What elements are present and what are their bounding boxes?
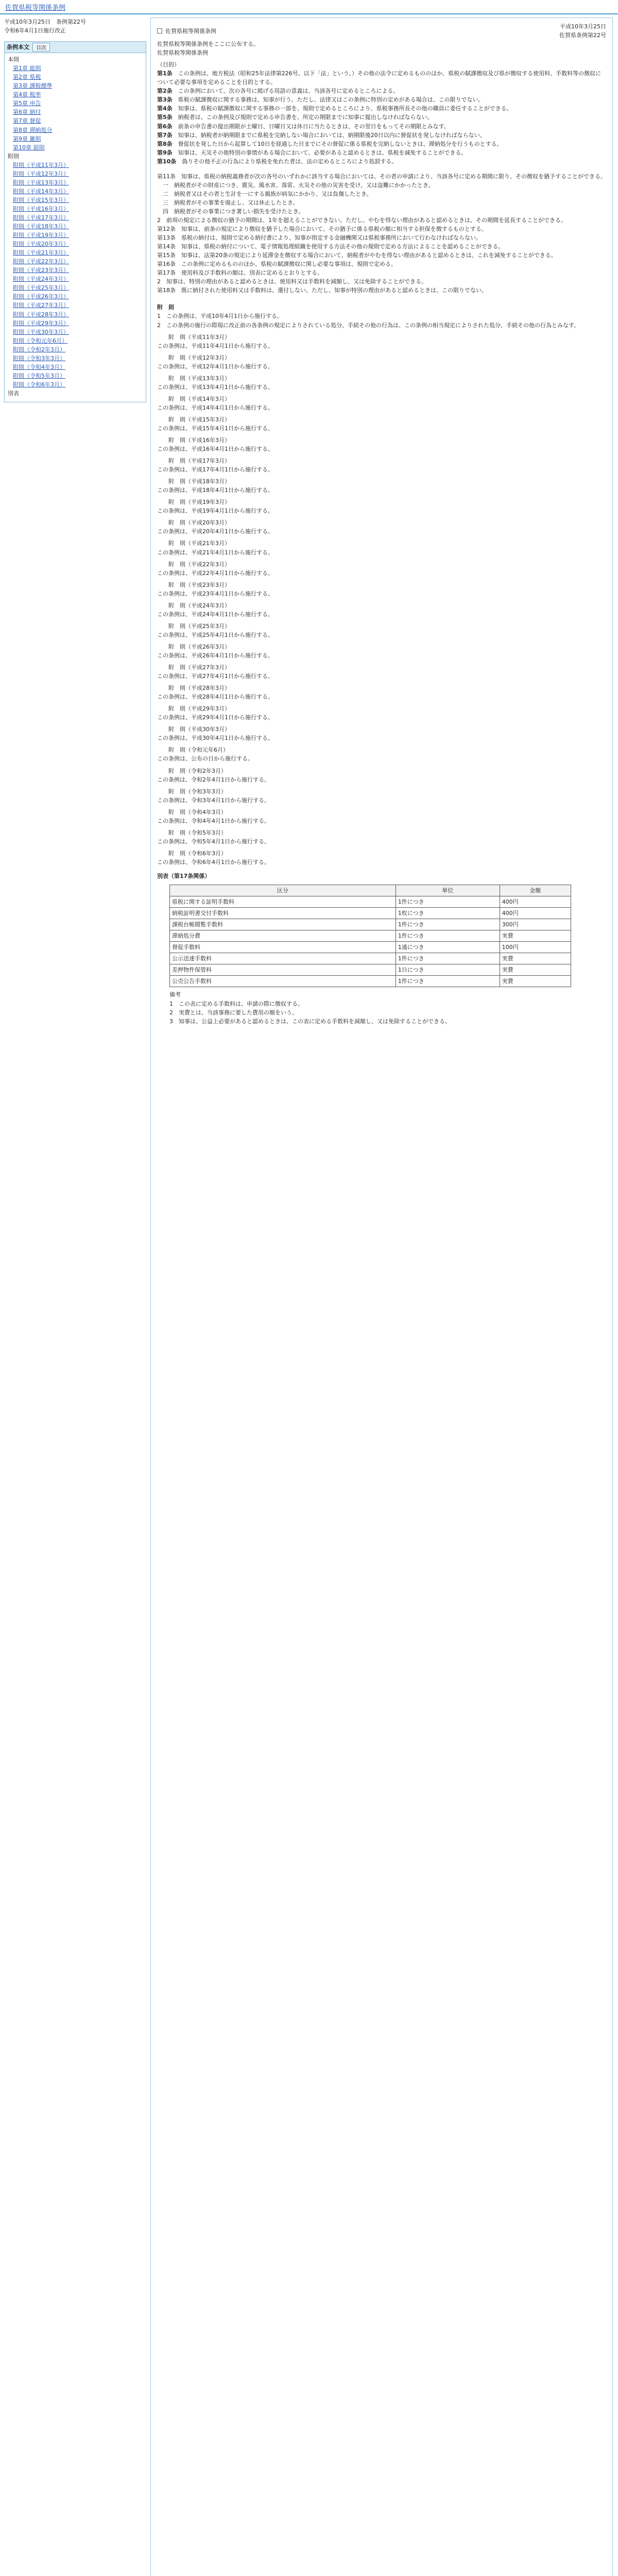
supplementary-paragraph: この条例は、平成21年4月1日から施行する。: [157, 549, 273, 556]
article-text: この条例は、地方税法（昭和25年法律第226号。以下「法」という。）その他の法令に定めるもののほか、県税の賦課徴収及び県が徴収する使用料、手数料等の徴収について必要な事項を定めることを目的とする。: [157, 70, 602, 86]
toc-item-label[interactable]: 附則（平成28年3月）: [13, 311, 69, 318]
table-cell: 1件につき: [396, 953, 500, 964]
fee-table-note: 2 実費とは、当該事務に要した費用の額をいう。: [169, 1009, 298, 1016]
toc-header: [5, 42, 146, 53]
article-number: 第7条: [157, 131, 173, 139]
toc-item[interactable]: [8, 328, 143, 336]
table-cell: 実費: [500, 930, 571, 942]
toc-item[interactable]: [8, 116, 143, 125]
toc-item[interactable]: [8, 205, 143, 213]
supplementary-paragraph: この条例は、平成12年4月1日から施行する。: [157, 363, 273, 370]
supplementary-heading: 附 則（令和4年3月）: [168, 808, 227, 816]
supplementary-heading: 附 則（令和5年3月）: [168, 829, 227, 836]
supplementary-title: 附 則: [157, 304, 174, 311]
toc-item-label[interactable]: 附則（平成23年3月）: [13, 267, 69, 274]
supplementary-paragraph: 1 この条例は、平成10年4月1日から施行する。: [157, 313, 283, 320]
toc-list: [5, 53, 146, 402]
toc-item[interactable]: [8, 389, 143, 398]
table-cell: 実費: [500, 964, 571, 976]
supplementary-heading: 附 則（平成11年3月）: [168, 333, 230, 341]
paragraph: 2 前項の規定による徴収の猶予の期間は、1年を超えることができない。ただし、やむを得ない理由があると認めるときは、その期間を延長することができる。: [157, 216, 566, 224]
article: [157, 104, 606, 113]
toc-item-label[interactable]: 附則（令和6年3月）: [13, 381, 65, 388]
supplementary-paragraph: この条例は、平成26年4月1日から施行する。: [157, 652, 273, 659]
toc-item[interactable]: [8, 380, 143, 389]
table-cell: 400円: [500, 896, 571, 908]
toc-title: 条例本文: [7, 44, 29, 51]
article: [157, 131, 606, 140]
supplementary-heading: 附 則（平成16年3月）: [168, 437, 230, 444]
supplementary-paragraph: この条例は、公布の日から施行する。: [157, 755, 253, 762]
toc-item-label[interactable]: 附則（平成30年3月）: [13, 328, 69, 335]
supplementary-heading: 附 則（平成23年3月）: [168, 581, 230, 588]
supplementary-heading: 附 則（平成29年3月）: [168, 705, 230, 713]
article-number: 第4条: [157, 105, 173, 112]
supplementary-heading: 附 則（令和3年3月）: [168, 788, 227, 795]
supplementary-paragraph: この条例は、平成22年4月1日から施行する。: [157, 569, 273, 577]
toc-item-label[interactable]: 第7章 督促: [13, 117, 41, 125]
article-number: 第1条: [157, 70, 173, 77]
supplementary-heading: 附 則（平成12年3月）: [168, 354, 230, 361]
toc-item[interactable]: [8, 363, 143, 371]
toc-item-label[interactable]: 第8章 滞納処分: [13, 126, 53, 133]
supplementary-heading: 附 則（令和6年3月）: [168, 850, 227, 857]
article: [157, 69, 606, 87]
supplementary-paragraph: この条例は、令和5年4月1日から施行する。: [157, 838, 270, 845]
supplementary-paragraph: この条例は、平成13年4月1日から施行する。: [157, 383, 273, 391]
table-cell: 実費: [500, 953, 571, 964]
supplementary-paragraph: この条例は、令和4年4月1日から施行する。: [157, 817, 270, 824]
document-date: 平成10年3月25日: [560, 23, 606, 30]
toc-item[interactable]: [8, 231, 143, 240]
toc-item-label[interactable]: 附則（平成29年3月）: [13, 319, 69, 327]
toc-item-label: 附則: [8, 152, 19, 160]
table-row: [170, 908, 571, 919]
supplementary-heading: 附 則（平成21年3月）: [168, 540, 230, 547]
toc-item[interactable]: [8, 257, 143, 266]
paragraph: 2 知事は、特別の理由があると認めるときは、使用料又は手数料を減額し、又は免除することができる。: [157, 278, 427, 285]
paragraph: 第18条 既に納付された使用料又は手数料は、還付しない。ただし、知事が特別の理由があると認めるときは、この限りでない。: [157, 287, 487, 294]
paragraph: 第11条 知事は、県税の納税義務者が次の各号のいずれかに該当する場合においては、その者の申請により、当該各号に定める期間に限り、その徴収を猶予することができる。: [157, 173, 606, 180]
supplementary-paragraph: この条例は、令和6年4月1日から施行する。: [157, 858, 270, 866]
supplementary-heading: 附 則（平成27年3月）: [168, 664, 230, 671]
toc-item-label[interactable]: 附則（平成19年3月）: [13, 232, 69, 239]
supplementary-paragraph: この条例は、令和3年4月1日から施行する。: [157, 796, 270, 804]
fee-table-notes: [157, 990, 606, 1025]
toc-item-label[interactable]: 附則（平成11年3月）: [13, 161, 69, 168]
toc-item-label: 別表: [8, 389, 19, 397]
supplementary-heading: 附 則（平成26年3月）: [168, 643, 230, 650]
supplementary-heading: 附 則（平成20年3月）: [168, 519, 230, 527]
fee-table-header-row: [170, 885, 571, 896]
toc-item[interactable]: [8, 126, 143, 134]
toc-item-label[interactable]: 第10章 罰則: [13, 144, 45, 151]
article-text: 督促状を発した日から起算して10日を経過した日までにその督促に係る県税を完納しないときは、滞納処分を行うものとする。: [172, 140, 503, 147]
toc-item-label[interactable]: 附則（平成14年3月）: [13, 188, 69, 195]
fee-table-note: 1 この表に定める手数料は、申請の際に徴収する。: [169, 1000, 303, 1007]
paragraph: 一 納税者がその財産につき、震災、風水害、落雷、火災その他の災害を受け、又は盗難にかかったとき。: [163, 181, 434, 189]
select-checkbox[interactable]: [157, 28, 162, 33]
table-cell: 課税台帳閲覧手数料: [170, 919, 396, 930]
supplementary-heading: 附 則（平成19年3月）: [168, 499, 230, 506]
toc-item-label[interactable]: 附則（平成15年3月）: [13, 196, 69, 204]
toc-item[interactable]: [8, 90, 143, 99]
articles-section: [157, 69, 606, 166]
article-text: 知事は、天災その他特別の事情がある場合において、必要があると認めるときは、県税を減免することができる。: [172, 149, 467, 156]
toc-item[interactable]: [8, 371, 143, 380]
toc-item-label[interactable]: 第6章 納付: [13, 109, 41, 116]
toc-item[interactable]: [8, 240, 143, 248]
supplementary-heading: 附 則（平成14年3月）: [168, 395, 230, 402]
toc-item-label[interactable]: 附則（平成21年3月）: [13, 249, 69, 257]
toc-item-label[interactable]: 第5章 申告: [13, 100, 41, 107]
paragraph: 第13条 県税の納付は、規則で定める納付書により、知事が指定する金融機関又は県税事務所において行わなければならない。: [157, 234, 482, 242]
toc-item[interactable]: [8, 152, 143, 161]
toc-item[interactable]: [8, 283, 143, 292]
toc-item[interactable]: [8, 354, 143, 363]
supplementary-paragraph: この条例は、平成20年4月1日から施行する。: [157, 528, 273, 535]
table-cell: 400円: [500, 908, 571, 919]
article: [157, 95, 606, 104]
supplementary-paragraph: この条例は、平成14年4月1日から施行する。: [157, 404, 273, 411]
document-title-row: [157, 22, 216, 40]
toc-item-label[interactable]: 附則（平成13年3月）: [13, 179, 69, 186]
breadcrumb-link[interactable]: 佐賀県税等関係条例: [5, 4, 66, 12]
table-row: [170, 942, 571, 953]
table-cell: 公売公告手数料: [170, 976, 396, 987]
supplementary-heading: 附 則（令和2年3月）: [168, 767, 227, 774]
table-cell: 100円: [500, 942, 571, 953]
supplementary-heading: 附 則（平成17年3月）: [168, 457, 230, 465]
article-text: 県税の賦課徴収に関する事務は、知事が行う。ただし、法律又はこの条例に特別の定めがある場合は、この限りでない。: [172, 96, 484, 104]
supplementary-paragraph: この条例は、平成30年4月1日から施行する。: [157, 735, 273, 742]
toc-item-label[interactable]: 附則（平成22年3月）: [13, 258, 69, 265]
toc-item[interactable]: [8, 64, 143, 73]
toc-item[interactable]: [8, 187, 143, 196]
table-cell: 差押物件保管料: [170, 964, 396, 976]
toc-item-label[interactable]: 附則（平成25年3月）: [13, 284, 69, 292]
paragraph: 第14条 知事は、県税の納付について、電子情報処理組織を使用する方法その他の規則で定める方法によることを認めることができる。: [157, 243, 504, 250]
table-cell: 公示送達手数料: [170, 953, 396, 964]
article: [157, 87, 606, 95]
toc-item-label[interactable]: 附則（平成26年3月）: [13, 293, 69, 300]
supplementary-section: [157, 312, 606, 867]
supplementary-heading: 附 則（平成25年3月）: [168, 622, 230, 630]
fee-table-header-cell: 単位: [396, 885, 500, 896]
toc-item[interactable]: [8, 213, 143, 222]
fee-table-header-cell: 区分: [170, 885, 396, 896]
toc-item-label[interactable]: 第1章 総則: [13, 65, 41, 72]
supplementary-heading: 附 則（平成22年3月）: [168, 561, 230, 568]
toc-item-label[interactable]: 附則（令和3年3月）: [13, 354, 65, 362]
table-row: [170, 953, 571, 964]
meta-line-1: 平成10年3月25日 条例第22号: [4, 19, 86, 25]
table-cell: 1通につき: [396, 942, 500, 953]
article-text: 知事は、納税者が納期限までに県税を完納しない場合においては、納期限後20日以内に督促状を発しなければならない。: [172, 131, 486, 139]
supplementary-paragraph: この条例は、平成15年4月1日から施行する。: [157, 425, 273, 432]
toc-item-label[interactable]: 第2章 県税: [13, 74, 41, 81]
page-layout: [0, 14, 618, 2576]
table-row: [170, 964, 571, 976]
document-title: 佐賀県税等関係条例: [165, 27, 216, 35]
table-cell: 実費: [500, 976, 571, 987]
table-cell: 300円: [500, 919, 571, 930]
supplementary-paragraph: この条例は、平成29年4月1日から施行する。: [157, 714, 273, 721]
article-number: 第3条: [157, 96, 173, 104]
toc-item[interactable]: [8, 73, 143, 81]
supplementary-paragraph: この条例は、平成24年4月1日から施行する。: [157, 611, 273, 618]
paragraph: 第12条 知事は、前条の規定により徴収を猶予した場合において、その猶予に係る県税の額に相当する担保を徴するものとする。: [157, 226, 487, 233]
supplementary-heading: 附 則（平成24年3月）: [168, 602, 230, 609]
table-cell: 納税証明書交付手数料: [170, 908, 396, 919]
article-text: 前条の申告書の提出期限が土曜日、日曜日又は休日に当たるときは、その翌日をもってその期限とみなす。: [172, 123, 450, 130]
table-row: [170, 930, 571, 942]
toc-item-label[interactable]: 附則（平成27年3月）: [13, 302, 69, 309]
document-law-number: 佐賀県条例第22号: [559, 32, 606, 39]
toc-item[interactable]: [8, 108, 143, 116]
toc-item-label[interactable]: 附則（令和5年3月）: [13, 372, 65, 379]
article-number: 第10条: [157, 158, 177, 165]
toc-item-label[interactable]: 附則（平成24年3月）: [13, 276, 69, 283]
toc-item-label[interactable]: 附則（平成18年3月）: [13, 223, 69, 230]
toc-panel: [4, 41, 146, 402]
supplementary-paragraph: この条例は、平成19年4月1日から施行する。: [157, 507, 273, 515]
toc-toggle-button[interactable]: 目次: [32, 43, 50, 52]
sidebar: [0, 14, 150, 2576]
toc-item-label[interactable]: 附則（令和元年6月）: [13, 337, 67, 344]
long-paragraphs-section: [157, 172, 606, 295]
table-cell: 1日につき: [396, 964, 500, 976]
article-number: 第8条: [157, 140, 173, 147]
article-number: 第9条: [157, 149, 173, 156]
supplementary-paragraph: この条例は、平成23年4月1日から施行する。: [157, 590, 273, 597]
table-cell: 滞納処分費: [170, 930, 396, 942]
toc-item[interactable]: [8, 345, 143, 354]
toc-item[interactable]: [8, 336, 143, 345]
supplementary-paragraph: この条例は、令和2年4月1日から施行する。: [157, 776, 270, 783]
supplementary-paragraph: この条例は、平成27年4月1日から施行する。: [157, 673, 273, 680]
table-cell: 1枚につき: [396, 908, 500, 919]
table-row: [170, 896, 571, 908]
toc-item[interactable]: [8, 134, 143, 143]
document-body: [150, 18, 613, 2576]
toc-item-label: 本則: [8, 56, 19, 63]
article-text: 偽りその他不正の行為により県税を免れた者は、法の定めるところにより処罰する。: [176, 158, 398, 165]
article-text: 知事は、県税の賦課徴収に関する事務の一部を、規則で定めるところにより、県税事務所長その他の職員に委任することができる。: [172, 105, 512, 112]
table-cell: 1件につき: [396, 976, 500, 987]
supplementary-heading: 附 則（平成18年3月）: [168, 478, 230, 485]
supplementary-paragraph: この条例は、平成17年4月1日から施行する。: [157, 466, 273, 473]
supplementary-paragraph: この条例は、平成25年4月1日から施行する。: [157, 631, 273, 638]
toc-item[interactable]: [8, 170, 143, 178]
article: [157, 113, 606, 122]
fee-table-header-cell: 金額: [500, 885, 571, 896]
toc-item[interactable]: [8, 196, 143, 205]
toc-item[interactable]: [8, 248, 143, 257]
paragraph: 第17条 使用料及び手数料の額は、別表に定めるとおりとする。: [157, 269, 323, 277]
table-cell: 県税に関する証明手数料: [170, 896, 396, 908]
table-cell: 1件につき: [396, 896, 500, 908]
supplementary-paragraph: この条例は、平成16年4月1日から施行する。: [157, 446, 273, 453]
table-cell: 1件につき: [396, 930, 500, 942]
fee-table-note: 3 知事は、公益上必要があると認めるときは、この表に定める手数料を減額し、又は免除することができる。: [169, 1018, 451, 1025]
article-number: 第6条: [157, 123, 173, 130]
fee-table-body: [170, 896, 571, 987]
toc-item[interactable]: [8, 143, 143, 152]
fee-table-section: [157, 872, 606, 1026]
document-header: [157, 22, 606, 40]
fee-table-note: 備考: [169, 991, 181, 998]
toc-item-label[interactable]: 附則（平成12年3月）: [13, 170, 69, 177]
toc-item[interactable]: [8, 99, 143, 108]
toc-item[interactable]: [8, 222, 143, 231]
toc-item[interactable]: [8, 310, 143, 319]
toc-item-label[interactable]: 第4章 税率: [13, 91, 41, 98]
article: [157, 122, 606, 131]
document-sub-intro: 佐賀県税等関係条例: [157, 49, 208, 57]
toc-item[interactable]: [8, 55, 143, 64]
supplementary-paragraph: この条例は、平成28年4月1日から施行する。: [157, 693, 273, 701]
paragraph: 第16条 この条例に定めるもののほか、県税の賦課徴収に関し必要な事項は、規則で定める。: [157, 261, 397, 268]
toc-item-label[interactable]: 附則（平成16年3月）: [13, 205, 69, 212]
fee-table-title: 別表（第17条関係）: [157, 872, 211, 879]
paragraph: 四 納税者がその事業につき著しい損失を受けたとき。: [163, 208, 304, 215]
table-row: [170, 919, 571, 930]
toc-item[interactable]: [8, 275, 143, 283]
toc-item[interactable]: [8, 266, 143, 275]
supplementary-heading: 附 則（平成13年3月）: [168, 375, 230, 382]
toc-item-label[interactable]: 附則（令和4年3月）: [13, 363, 65, 370]
supplementary-heading: 附 則（令和元年6月）: [168, 747, 229, 754]
toc-item[interactable]: [8, 178, 143, 187]
fee-table: [169, 885, 571, 987]
supplementary-paragraph: この条例は、平成11年4月1日から施行する。: [157, 342, 273, 349]
table-cell: 督促手数料: [170, 942, 396, 953]
table-cell: 1件につき: [396, 919, 500, 930]
article-text: 納税者は、この条例及び規則で定める申告書を、所定の期限までに知事に提出しなければならない。: [172, 114, 433, 121]
toc-item[interactable]: [8, 292, 143, 301]
toc-item-label[interactable]: 附則（令和2年3月）: [13, 346, 65, 353]
section-label: （目的）: [157, 61, 180, 69]
toc-item[interactable]: [8, 301, 143, 310]
toc-item-label[interactable]: 第3章 課税標準: [13, 82, 53, 90]
document-date-block: [559, 22, 606, 40]
supplementary-heading: 附 則（平成30年3月）: [168, 726, 230, 733]
supplementary-paragraph: この条例は、平成18年4月1日から施行する。: [157, 487, 273, 494]
toc-item-label[interactable]: 第9章 雑則: [13, 135, 41, 142]
article-number: 第2条: [157, 88, 173, 95]
toc-item-label[interactable]: 附則（平成17年3月）: [13, 214, 69, 221]
paragraph: 第15条 知事は、法第20条の規定により延滞金を徴収する場合において、納税者がやむを得ない理由があると認めるときは、これを減免することができる。: [157, 252, 557, 259]
supplementary-paragraph: 2 この条例の施行の際現に改正前の各条例の規定によりされている処分、手続その他の行為は、この条例の相当規定によりされた処分、手続その他の行為とみなす。: [157, 321, 580, 329]
toc-item[interactable]: [8, 161, 143, 170]
toc-item-label[interactable]: 附則（平成20年3月）: [13, 241, 69, 248]
article-number: 第5条: [157, 114, 173, 121]
meta-line-2: 令和6年4月1日施行改正: [4, 27, 66, 35]
supplementary-heading: 附 則（平成28年3月）: [168, 685, 230, 692]
toc-item[interactable]: [8, 81, 143, 90]
table-row: [170, 976, 571, 987]
site-header: [0, 0, 618, 14]
toc-item[interactable]: [8, 319, 143, 328]
document-intro: 佐賀県税等関係条例をここに公布する。: [157, 41, 259, 48]
article: [157, 157, 606, 166]
article: [157, 148, 606, 157]
paragraph: 三 納税者がその事業を廃止し、又は休止したとき。: [163, 199, 299, 206]
paragraph: 二 納税者又はその者と生計を一にする親族が病気にかかり、又は負傷したとき。: [163, 190, 372, 197]
supplementary-heading: 附 則（平成15年3月）: [168, 416, 230, 423]
article: [157, 140, 606, 148]
article-text: この条例において、次の各号に掲げる用語の意義は、当該各号に定めるところによる。: [172, 88, 399, 95]
